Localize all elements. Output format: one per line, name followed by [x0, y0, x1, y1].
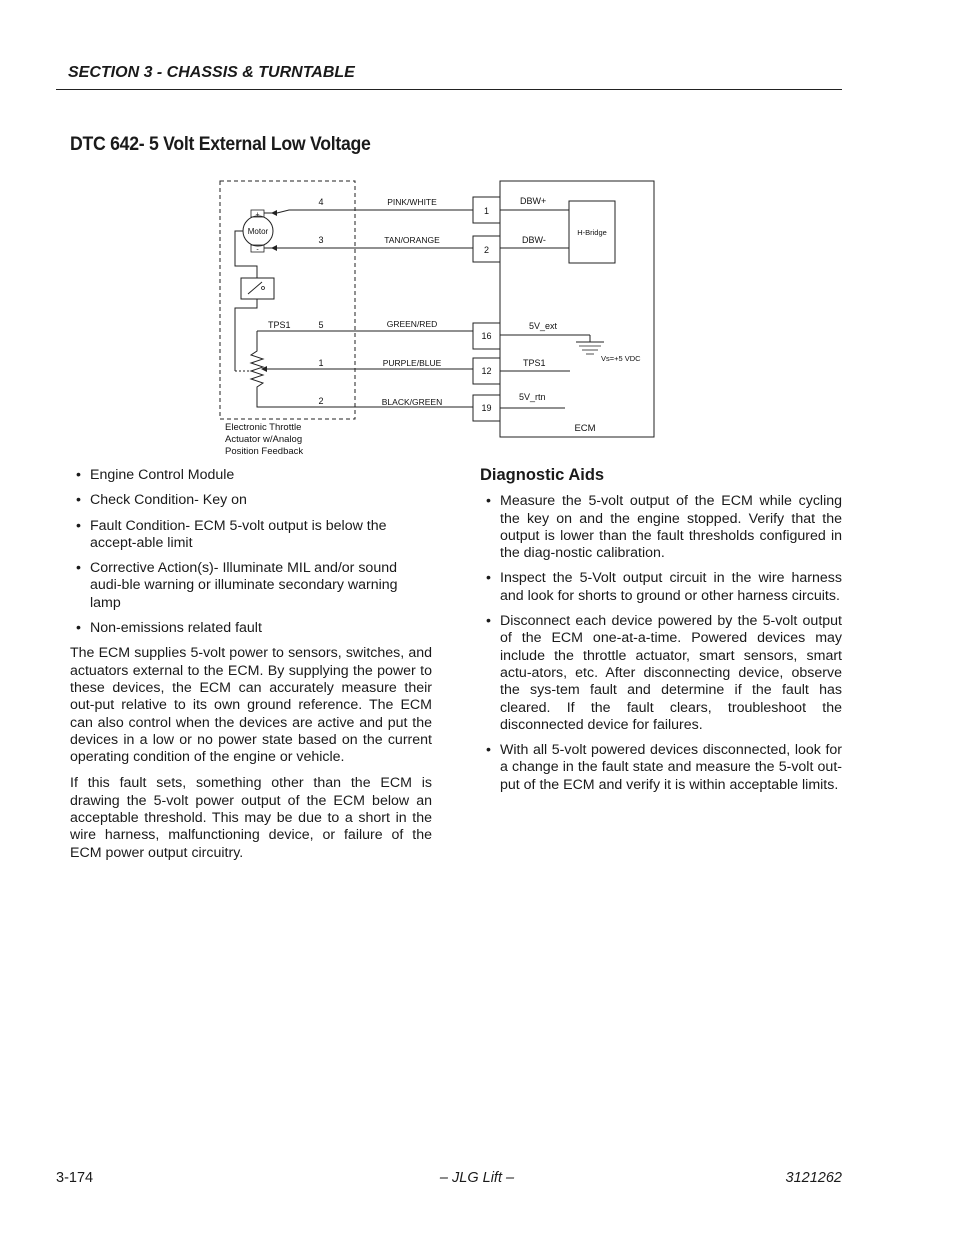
switch-icon	[241, 278, 274, 299]
header-rule	[56, 89, 842, 90]
footer-brand: – JLG Lift –	[439, 1170, 515, 1186]
motor-label: Motor	[247, 227, 269, 236]
actuator-label-line-3: Position Feedback	[225, 446, 304, 457]
pin-number-1: 1	[318, 358, 324, 368]
pin-number-2: 2	[318, 396, 324, 406]
diagnostic-aids-list	[480, 493, 842, 794]
page-number: 3-174	[56, 1170, 94, 1186]
wire-label-pink-white: PINK/WHITE	[387, 197, 437, 207]
ecm-pin-1: 1	[483, 206, 490, 216]
pin-number-3: 3	[318, 235, 324, 245]
signal-5v-ext: 5V_ext	[529, 321, 558, 331]
ecm-pin-2: 2	[483, 245, 490, 255]
diagnostic-aids-heading: Diagnostic Aids	[480, 466, 605, 484]
list-item: • Engine Control Module	[70, 467, 432, 484]
list-item: • With all 5-volt powered devices disconnected, look for a change in the fault state and measure the 5-volt out-put of the ECM and verify it is within acceptable limits.	[480, 742, 842, 794]
list-item: • Inspect the 5-Volt output circuit in the wire harness and look for shorts to ground or other harness circuits.	[480, 570, 842, 605]
actuator-box	[220, 181, 355, 419]
left-column	[70, 467, 432, 871]
document-number: 3121262	[785, 1170, 842, 1186]
body-paragraph: If this fault sets, something other than the ECM is drawing the 5-volt power output of the ECM below an acceptable threshold. This may be due to a short in the wire harness, malfunctioning device, or failure of the ECM power output circuitry.	[70, 775, 432, 861]
wire-label-purple-blue: PURPLE/BLUE	[382, 358, 442, 368]
signal-tps1: TPS1	[523, 358, 546, 368]
actuator-label-line-1: Electronic Throttle	[225, 422, 302, 433]
page-title: DTC 642- 5 Volt External Low Voltage	[70, 134, 371, 155]
section-header: SECTION 3 - CHASSIS & TURNTABLE	[68, 64, 355, 81]
list-item: • Non-emissions related fault	[70, 620, 432, 637]
wire-label-tan-orange: TAN/ORANGE	[384, 235, 440, 245]
ecm-pin-16: 16	[481, 331, 492, 341]
ecm-pin-12: 12	[481, 366, 492, 376]
ecm-label: ECM	[574, 423, 596, 434]
signal-5v-rtn: 5V_rtn	[519, 392, 546, 402]
list-item: • Fault Condition- ECM 5-volt output is below the accept-able limit	[70, 518, 432, 553]
list-item: • Corrective Action(s)- Illuminate MIL and/or sound audi-ble warning or illuminate secondary warning lamp	[70, 560, 432, 612]
pin-number-4: 4	[318, 197, 324, 207]
body-paragraph: The ECM supplies 5-volt power to sensors, switches, and actuators external to the ECM. By supplying the power to these devices, the ECM can accurately measure their out-put relative to its own ground reference. The ECM can also control when the devices are active and put the devices in a low or no power state based on the current operating condition of the engine or vehicle.	[70, 645, 432, 766]
wire-label-black-green: BLACK/GREEN	[381, 397, 443, 407]
list-item: • Disconnect each device powered by the 5-volt output of the ECM one-at-a-time. Powered devices may include the throttle actuator, smart sensors, smart actu-ators, etc. After disconnecting device, observe the sys-tem fault and determine if the fault has cleared. If the fault clears, troubleshoot the disconnected device for failures.	[480, 613, 842, 734]
list-item: • Measure the 5-volt output of the ECM while cycling the key on and the engine stopped. Verify that the output is lower than the fault thresholds configured in the diag-nostic calibration.	[480, 493, 842, 562]
list-item: • Check Condition- Key on	[70, 492, 432, 509]
wiring-diagram	[215, 176, 660, 458]
vs-label: Vs=+5 VDC	[601, 354, 641, 363]
tps-label: TPS1	[268, 320, 291, 330]
motor-plus: +	[255, 211, 260, 219]
motor-minus: -	[256, 246, 259, 254]
condition-list	[70, 467, 432, 637]
hbridge-label: H-Bridge	[577, 228, 607, 237]
ecm-pin-19: 19	[481, 403, 492, 413]
right-column	[480, 467, 842, 802]
signal-dbw-minus: DBW-	[522, 235, 546, 245]
wire-label-green-red: GREEN/RED	[386, 319, 438, 329]
signal-dbw-plus: DBW+	[520, 196, 547, 206]
actuator-label-line-2: Actuator w/Analog	[225, 434, 303, 445]
pin-number-5: 5	[318, 320, 324, 330]
